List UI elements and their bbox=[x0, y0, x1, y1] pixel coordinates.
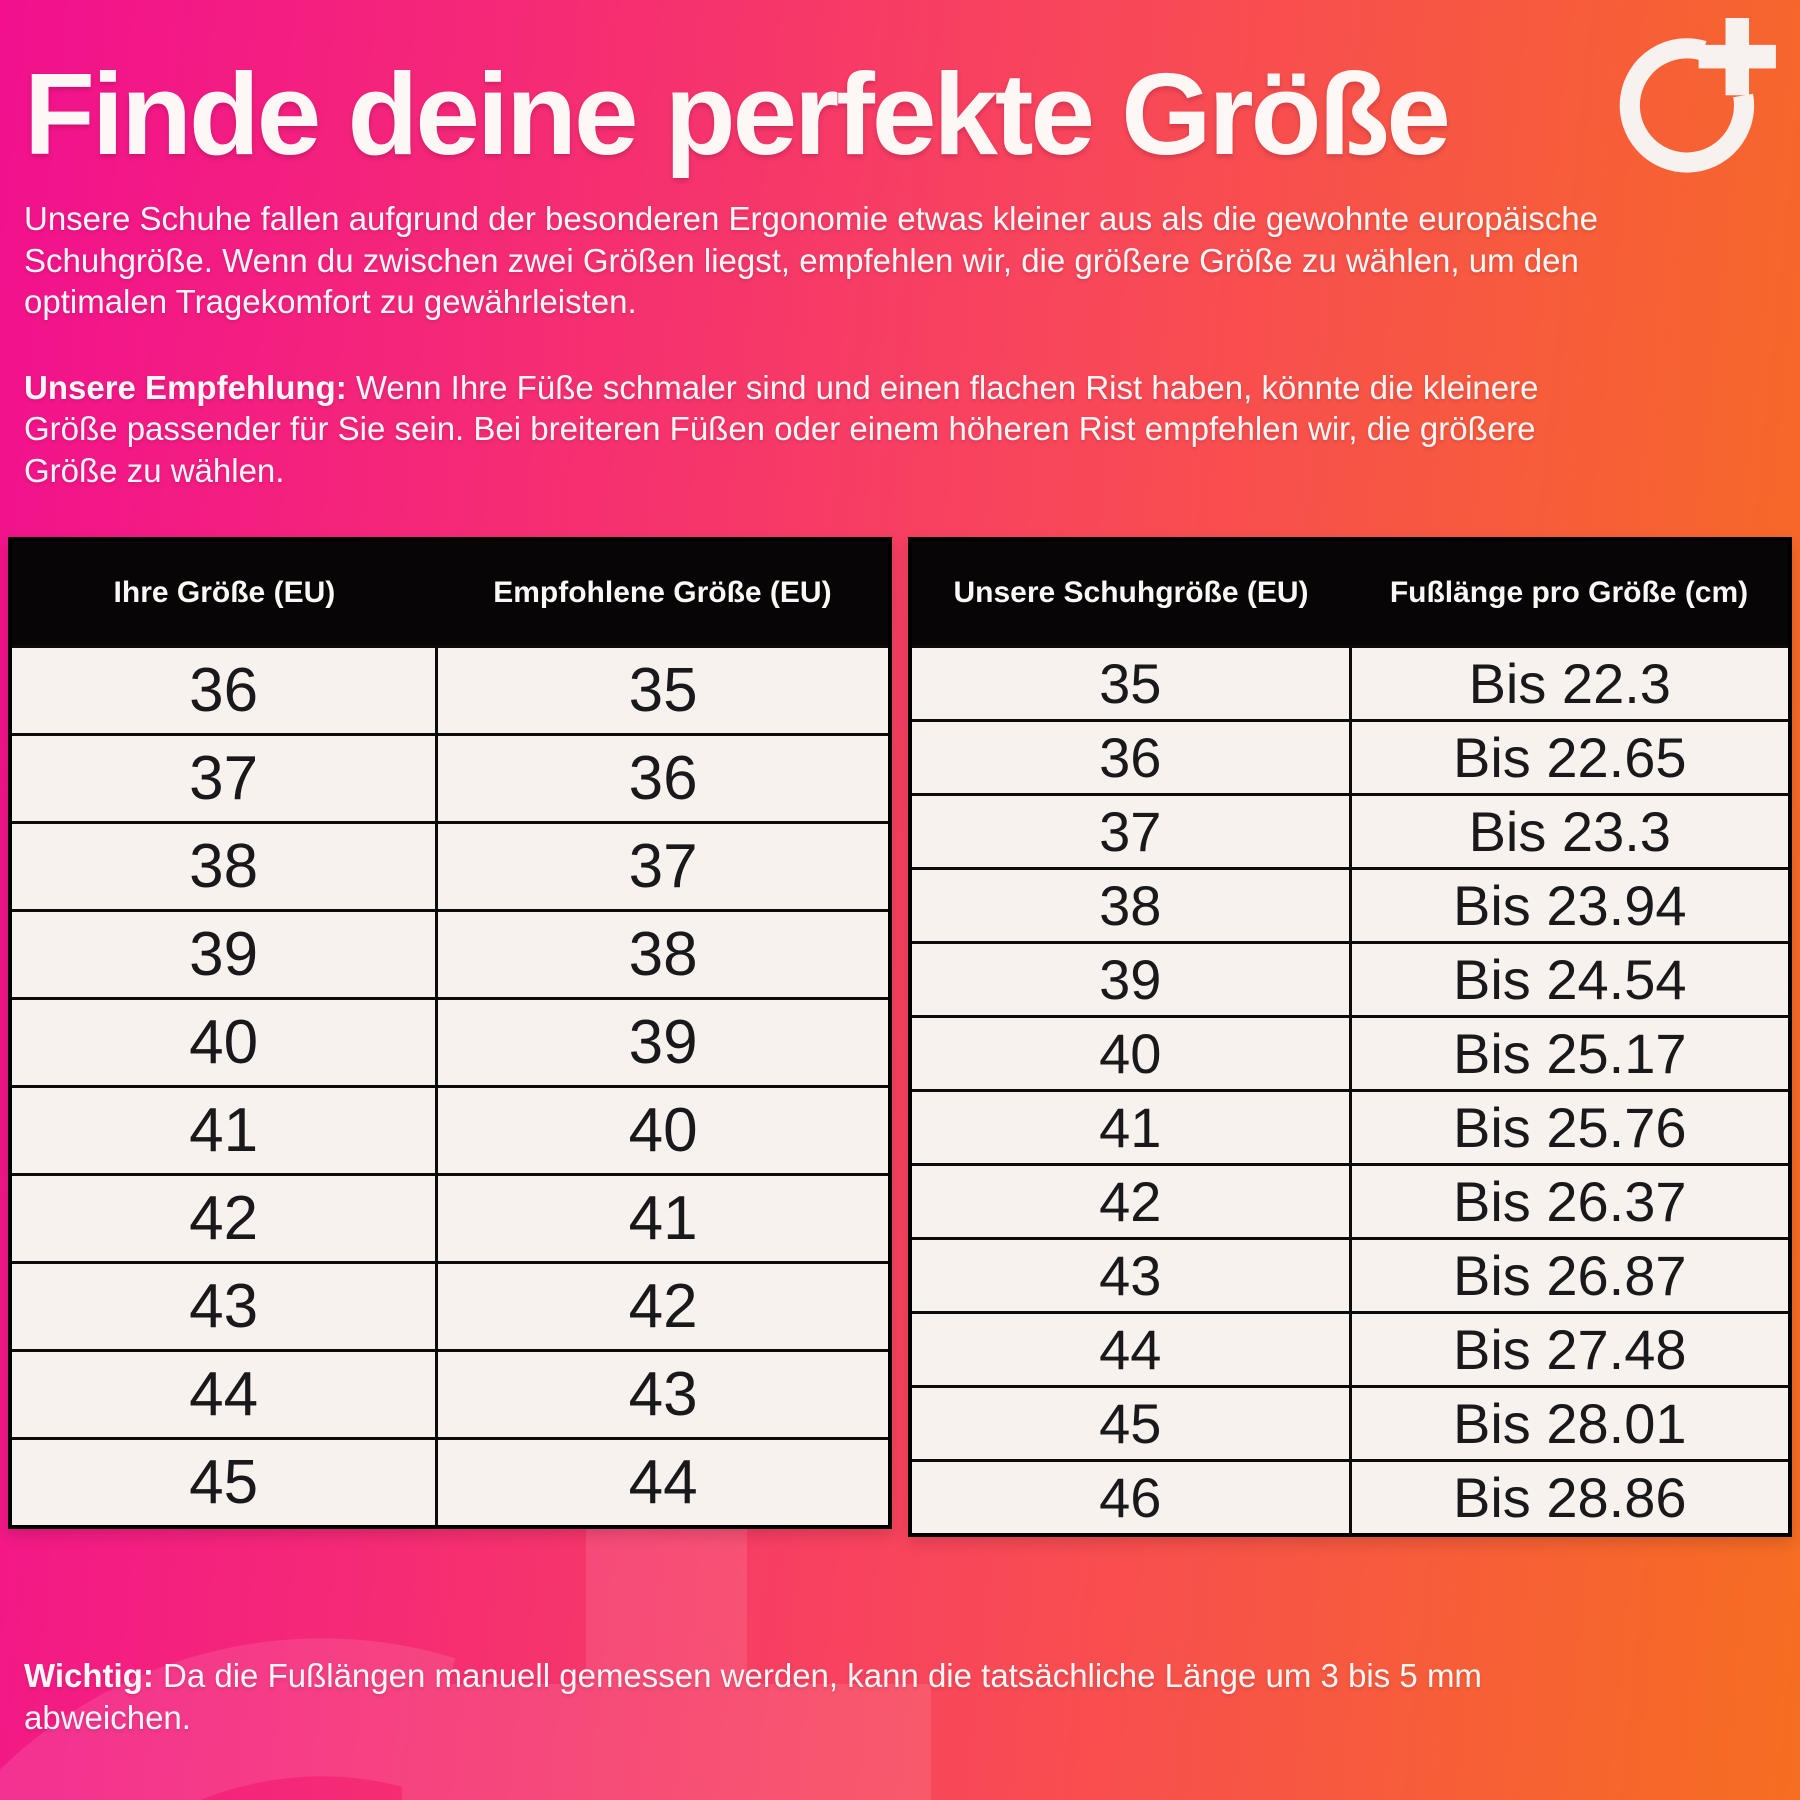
table-row bbox=[10, 1087, 890, 1175]
table-cell: 41 bbox=[437, 1175, 890, 1263]
table-cell: 40 bbox=[437, 1087, 890, 1175]
table-cell: 38 bbox=[910, 869, 1350, 943]
table-cell: 43 bbox=[10, 1263, 437, 1351]
column-header-recommended-size: Empfohlene Größe (EU) bbox=[437, 539, 890, 647]
table-cell: Bis 26.37 bbox=[1350, 1165, 1790, 1239]
page-title: Finde deine perfekte Größe bbox=[24, 49, 1448, 179]
brand-circle-plus-icon bbox=[1618, 18, 1786, 186]
table-row bbox=[910, 1165, 1790, 1239]
table-row bbox=[10, 1263, 890, 1351]
table-cell: 36 bbox=[10, 647, 437, 735]
table-cell: Bis 22.3 bbox=[1350, 647, 1790, 721]
table-cell: Bis 25.17 bbox=[1350, 1017, 1790, 1091]
table-row bbox=[910, 1461, 1790, 1536]
table-row bbox=[10, 735, 890, 823]
table-cell: 40 bbox=[10, 999, 437, 1087]
foot-length-body bbox=[910, 647, 1790, 1536]
table-row bbox=[10, 999, 890, 1087]
table-cell: 38 bbox=[437, 911, 890, 999]
table-cell: Bis 28.86 bbox=[1350, 1461, 1790, 1536]
table-row bbox=[910, 1239, 1790, 1313]
table-cell: 35 bbox=[910, 647, 1350, 721]
table-row bbox=[910, 1017, 1790, 1091]
table-cell: 41 bbox=[10, 1087, 437, 1175]
recommendation-text bbox=[0, 367, 1604, 492]
table-row bbox=[910, 795, 1790, 869]
recommendation-label: Unsere Empfehlung: bbox=[24, 368, 347, 406]
table-cell: 38 bbox=[10, 823, 437, 911]
table-row bbox=[910, 1313, 1790, 1387]
table-cell: 42 bbox=[10, 1175, 437, 1263]
table-cell: 40 bbox=[910, 1017, 1350, 1091]
table-cell: 35 bbox=[437, 647, 890, 735]
table-cell: 45 bbox=[10, 1439, 437, 1528]
table-row bbox=[10, 647, 890, 735]
table-cell: 39 bbox=[10, 911, 437, 999]
footnote bbox=[0, 1655, 1644, 1738]
table-cell: 39 bbox=[437, 999, 890, 1087]
foot-length-table bbox=[908, 537, 1792, 1537]
table-cell: 37 bbox=[910, 795, 1350, 869]
table-cell: 44 bbox=[910, 1313, 1350, 1387]
table-cell: Bis 23.94 bbox=[1350, 869, 1790, 943]
table-cell: 43 bbox=[910, 1239, 1350, 1313]
table-cell: 36 bbox=[910, 721, 1350, 795]
table-row bbox=[910, 943, 1790, 1017]
table-row bbox=[910, 721, 1790, 795]
intro-text: Unsere Schuhe fallen aufgrund der besonderen Ergonomie etwas kleiner aus als die gewohnte europäische Schuhgröße. Wenn du zwischen zwei Größen liegst, empfehlen wir, die größere Größe zu wählen, um den optimalen Tragekomfort zu gewährleisten. bbox=[24, 200, 1599, 321]
table-row bbox=[10, 1439, 890, 1528]
table-cell: 43 bbox=[437, 1351, 890, 1439]
table-cell: Bis 24.54 bbox=[1350, 943, 1790, 1017]
table-cell: Bis 23.3 bbox=[1350, 795, 1790, 869]
table-cell: 44 bbox=[437, 1439, 890, 1528]
table-row bbox=[910, 647, 1790, 721]
table-cell: 42 bbox=[437, 1263, 890, 1351]
recommendation-body: Wenn Ihre Füße schmaler sind und einen flachen Rist haben, könnte die kleinere Größe passender für Sie sein. Bei breiteren Füßen oder einem höheren Rist empfehlen wir, die größere Größe zu wählen. bbox=[24, 368, 1539, 489]
table-cell: 39 bbox=[910, 943, 1350, 1017]
header bbox=[0, 0, 1800, 179]
table-cell: Bis 25.76 bbox=[1350, 1091, 1790, 1165]
table-row bbox=[910, 869, 1790, 943]
table-cell: 36 bbox=[437, 735, 890, 823]
size-conversion-body bbox=[10, 647, 890, 1528]
table-cell: 37 bbox=[10, 735, 437, 823]
table-cell: 46 bbox=[910, 1461, 1350, 1536]
table-row bbox=[10, 911, 890, 999]
tables-section bbox=[0, 537, 1800, 1537]
table-row bbox=[10, 1175, 890, 1263]
table-row bbox=[10, 823, 890, 911]
table-row bbox=[910, 1387, 1790, 1461]
table-row bbox=[910, 1091, 1790, 1165]
table-cell: 44 bbox=[10, 1351, 437, 1439]
table-cell: 45 bbox=[910, 1387, 1350, 1461]
table-cell: Bis 26.87 bbox=[1350, 1239, 1790, 1313]
table-cell: 42 bbox=[910, 1165, 1350, 1239]
column-header-your-size: Ihre Größe (EU) bbox=[10, 539, 437, 647]
table-row bbox=[10, 1351, 890, 1439]
table-cell: Bis 22.65 bbox=[1350, 721, 1790, 795]
footnote-body: Da die Fußlängen manuell gemessen werden, kann die tatsächliche Länge um 3 bis 5 mm abweichen. bbox=[24, 1657, 1482, 1737]
table-cell: Bis 27.48 bbox=[1350, 1313, 1790, 1387]
column-header-foot-length: Fußlänge pro Größe (cm) bbox=[1350, 539, 1790, 647]
table-cell: 37 bbox=[437, 823, 890, 911]
table-header-row bbox=[10, 539, 890, 647]
size-conversion-table bbox=[8, 537, 892, 1529]
table-cell: 41 bbox=[910, 1091, 1350, 1165]
table-cell: Bis 28.01 bbox=[1350, 1387, 1790, 1461]
footnote-label: Wichtig: bbox=[24, 1657, 154, 1695]
column-header-shoe-size: Unsere Schuhgröße (EU) bbox=[910, 539, 1350, 647]
table-header-row bbox=[910, 539, 1790, 647]
